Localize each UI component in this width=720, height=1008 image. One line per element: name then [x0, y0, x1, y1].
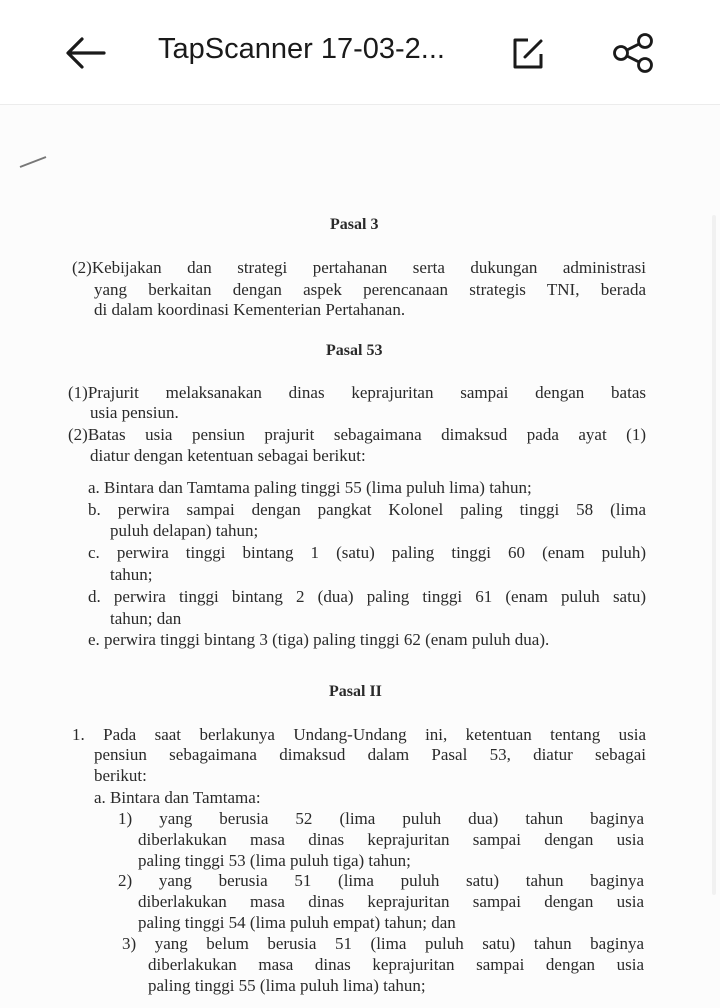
pasal-53-item: d. perwira tinggi bintang 2 (dua) paling tinggi 61 (enam puluh satu): [88, 587, 646, 606]
pasal-ii-line: pensiun sebagaimana dimaksud dalam Pasal 53, diatur sebagai: [94, 745, 646, 764]
pasal-53-line: usia pensiun.: [90, 403, 179, 422]
pasal-3-line: yang berkaitan dengan aspek perencanaan strategis TNI, berada: [94, 280, 646, 299]
edit-icon[interactable]: [508, 34, 548, 74]
pasal-ii-line: 1. Pada saat berlakunya Undang-Undang ini, ketentuan tentang usia: [72, 725, 646, 744]
pasal-ii-item: paling tinggi 55 (lima puluh lima) tahun;: [148, 976, 426, 995]
pasal-ii-item: diberlakukan masa dinas keprajuritan sampai dengan usia: [138, 892, 644, 911]
pasal-ii-item: diberlakukan masa dinas keprajuritan sampai dengan usia: [138, 830, 644, 849]
pasal-ii-item: 1) yang berusia 52 (lima puluh dua) tahun baginya: [118, 809, 644, 828]
pasal-ii-item: diberlakukan masa dinas keprajuritan sampai dengan usia: [148, 955, 644, 974]
pasal-53-line: diatur dengan ketentuan sebagai berikut:: [90, 446, 366, 465]
pasal-53-line: (2)Batas usia pensiun prajurit sebagaimana dimaksud pada ayat (1): [68, 425, 646, 444]
pasal-ii-item: 3) yang belum berusia 51 (lima puluh satu) tahun baginya: [122, 934, 644, 953]
pasal-53-item: tahun;: [110, 565, 153, 584]
pasal-ii-line: berikut:: [94, 766, 147, 785]
pasal-ii-item: paling tinggi 53 (lima puluh tiga) tahun;: [138, 851, 411, 870]
scanned-document-view[interactable]: [0, 105, 720, 1008]
pasal-53-item: a. Bintara dan Tamtama paling tinggi 55 (lima puluh lima) tahun;: [88, 478, 532, 497]
pasal-3-line: (2)Kebijakan dan strategi pertahanan serta dukungan administrasi: [72, 258, 646, 277]
scan-artifact-mark: [18, 155, 48, 169]
pasal-53-item: c. perwira tinggi bintang 1 (satu) paling tinggi 60 (enam puluh): [88, 543, 646, 562]
pasal-ii-heading: Pasal II: [329, 683, 382, 700]
pasal-53-heading: Pasal 53: [326, 342, 383, 359]
pasal-53-item: puluh delapan) tahun;: [110, 521, 259, 540]
pasal-ii-item: paling tinggi 54 (lima puluh empat) tahun; dan: [138, 913, 456, 932]
pasal-53-item: e. perwira tinggi bintang 3 (tiga) paling tinggi 62 (enam puluh dua).: [88, 630, 550, 649]
document-title: TapScanner 17-03-2...: [158, 33, 445, 65]
scrollbar[interactable]: [712, 215, 716, 895]
pasal-3-heading: Pasal 3: [330, 216, 379, 233]
app-header: [0, 0, 720, 105]
pasal-3-line: di dalam koordinasi Kementerian Pertahanan.: [94, 300, 406, 319]
pasal-53-item: tahun; dan: [110, 609, 182, 628]
back-arrow-icon[interactable]: [60, 30, 110, 76]
share-icon[interactable]: [608, 30, 656, 76]
pasal-ii-item: 2) yang berusia 51 (lima puluh satu) tahun baginya: [118, 871, 644, 890]
pasal-53-item: b. perwira sampai dengan pangkat Kolonel paling tinggi 58 (lima: [88, 500, 646, 519]
pasal-ii-subheading: a. Bintara dan Tamtama:: [94, 788, 261, 807]
pasal-53-line: (1)Prajurit melaksanakan dinas keprajuritan sampai dengan batas: [68, 383, 646, 402]
